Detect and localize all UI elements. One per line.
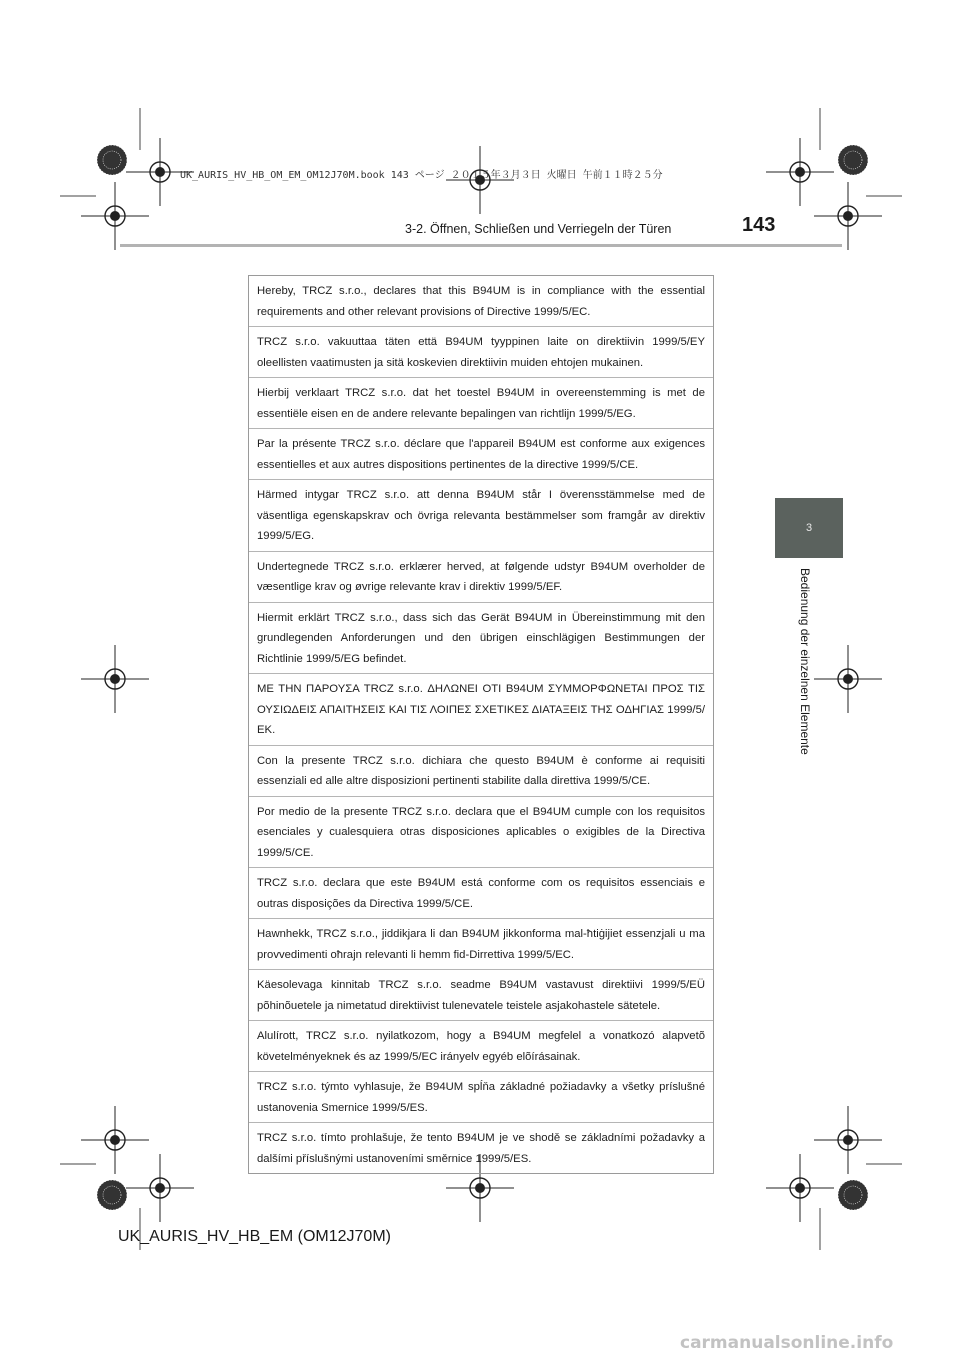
- declaration-row-english: Hereby, TRCZ s.r.o., declares that this B94UM is in compliance with the essential requirements and other relevant provisions of Directive 1999/5/EC.: [249, 276, 713, 327]
- declaration-row-spanish: Por medio de la presente TRCZ s.r.o. declara que el B94UM cumple con los requisitos esenciales y cualesquiera otras disposiciones aplicables o exigibles de la Directiva 1999/5/CE.: [249, 797, 713, 869]
- declaration-row-portuguese: TRCZ s.r.o. declara que este B94UM está conforme com os requisitos essenciais e outras disposições da Directiva 1999/5/CE.: [249, 868, 713, 919]
- header-rule: [120, 244, 842, 247]
- book-file-header: UK_AURIS_HV_HB_OM_EM_OM12J70M.book 143 ページ ２０１５年３月３日 火曜日 午前１１時２５分: [180, 170, 663, 181]
- declaration-row-german: Hiermit erklärt TRCZ s.r.o., dass sich das Gerät B94UM in Übereinstimmung mit den grundlegenden Anforderungen und den übrigen einschlägigen Bestimmungen der Richtlinie 1999/5/EG befindet.: [249, 603, 713, 675]
- chapter-tab: [775, 498, 843, 558]
- declaration-table: [248, 275, 714, 1174]
- section-title: 3-2. Öffnen, Schließen und Verriegeln der Türen: [405, 222, 672, 236]
- page-number: 143: [742, 214, 776, 236]
- declaration-row-estonian: Käesolevaga kinnitab TRCZ s.r.o. seadme B94UM vastavust direktiivi 1999/5/EÜ põhinõuetele ja nimetatud direktiivist tulenevatele teistele asjakohastele sätetele.: [249, 970, 713, 1021]
- chapter-label: Bedienung der einzelnen Elemente: [798, 568, 812, 755]
- declaration-row-french: Par la présente TRCZ s.r.o. déclare que l'appareil B94UM est conforme aux exigences essentielles et aux autres dispositions pertinentes de la directive 1999/5/CE.: [249, 429, 713, 480]
- document-code: UK_AURIS_HV_HB_EM (OM12J70M): [118, 1228, 391, 1245]
- declaration-row-hungarian: Alulírott, TRCZ s.r.o. nyilatkozom, hogy a B94UM megfelel a vonatkozó alapvetõ követelményeknek és az 1999/5/EC irányelv egyéb elõírásainak.: [249, 1021, 713, 1072]
- declaration-row-czech: TRCZ s.r.o. tímto prohlašuje, že tento B94UM je ve shodě se základními požadavky a dalšími příslušnými ustanoveními směrnice 1999/5/ES.: [257, 1132, 705, 1165]
- declaration-row-swedish: Härmed intygar TRCZ s.r.o. att denna B94UM står I överensstämmelse med de väsentliga egenskapskrav och övriga relevanta bestämmelser som framgår av direktiv 1999/5/EG.: [249, 480, 713, 552]
- declaration-row-greek: ΜΕ ΤΗΝ ΠΑΡΟΥΣΑ TRCZ s.r.o. ΔΗΛΩΝΕΙ ΟΤΙ B94UM ΣΥΜΜΟΡΦΩΝΕΤΑΙ ΠΡΟΣ ΤΙΣ ΟΥΣΙΩΔΕΙΣ ΑΠΑΙΤΗΣΕΙΣ ΚΑΙ ΤΙΣ ΛΟΙΠΕΣ ΣΧΕΤΙΚΕΣ ΔΙΑΤΑΞΕΙΣ ΤΗΣ ΟΔΗΓΙΑΣ 1999/5/ΕΚ.: [249, 674, 713, 746]
- declaration-row-slovak: TRCZ s.r.o. týmto vyhlasuje, že B94UM spĺňa základné požiadavky a všetky príslušné ustanovenia Smernice 1999/5/ES.: [249, 1072, 713, 1123]
- chapter-number: 3: [805, 522, 813, 534]
- watermark: carmanualsonline.info: [680, 1333, 894, 1353]
- declaration-row-maltese: Hawnhekk, TRCZ s.r.o., jiddikjara li dan B94UM jikkonforma mal-ħtiġijiet essenzjali u ma provvedimenti oħrajn relevanti li hemm fid-Dirrettiva 1999/5/EC.: [249, 919, 713, 970]
- declaration-row-italian: Con la presente TRCZ s.r.o. dichiara che questo B94UM è conforme ai requisiti essenziali ed alle altre disposizioni pertinenti stabilite dalla direttiva 1999/5/CE.: [249, 746, 713, 797]
- declaration-row-dutch: Hierbij verklaart TRCZ s.r.o. dat het toestel B94UM in overeenstemming is met de essentiële eisen en de andere relevante bepalingen van richtlijn 1999/5/EG.: [249, 378, 713, 429]
- declaration-row-danish: Undertegnede TRCZ s.r.o. erklærer herved, at følgende udstyr B94UM overholder de væsentlige krav og øvrige relevante krav i direktiv 1999/5/EF.: [249, 552, 713, 603]
- declaration-row-finnish: TRCZ s.r.o. vakuuttaa täten että B94UM tyyppinen laite on direktiivin 1999/5/EY oleellisten vaatimusten ja sitä koskevien direktiivin muiden ehtojen mukainen.: [249, 327, 713, 378]
